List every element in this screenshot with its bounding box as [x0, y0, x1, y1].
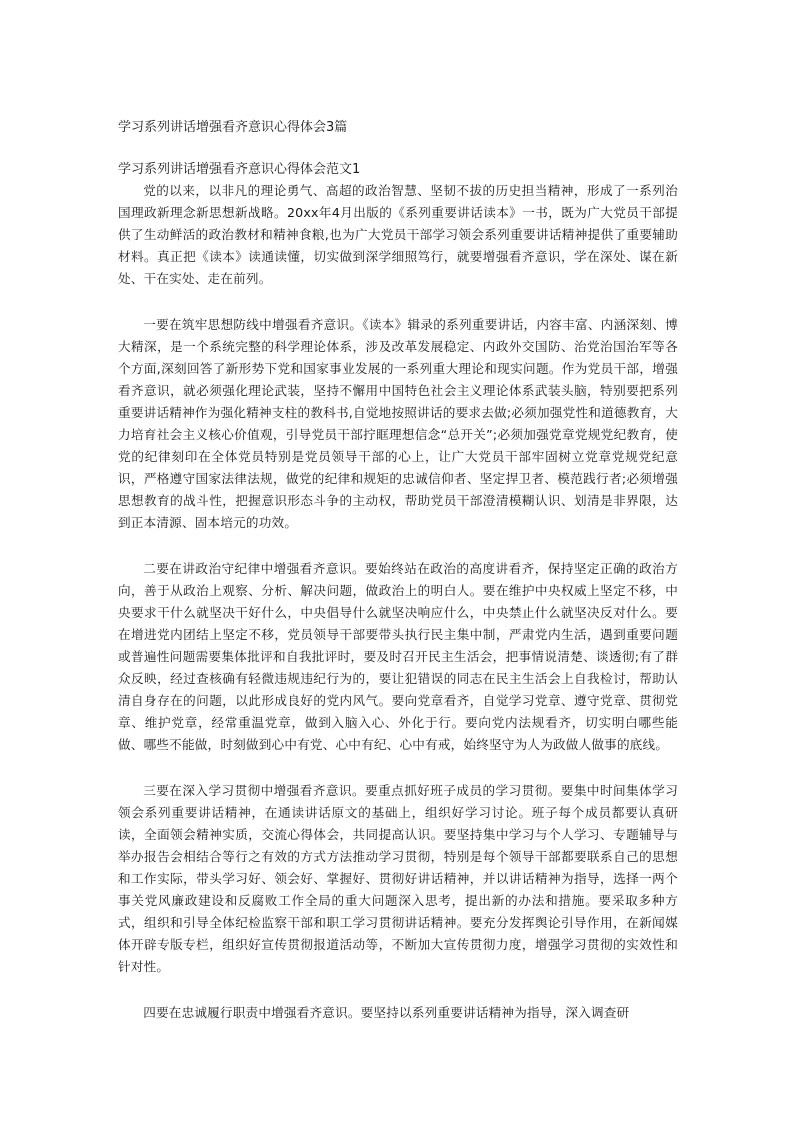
- document-page: [118, 118, 678, 1024]
- document-title: 学习系列讲话增强看齐意识心得体会3篇: [118, 120, 348, 135]
- section-title: 学习系列讲话增强看齐意识心得体会范文1: [118, 162, 361, 177]
- paragraph-2: 二要在讲政治守纪律中增强看齐意识。要始终站在政治的高度讲看齐，保持坚定正确的政治方向，善于从政治上观察、分析、解决问题，做政治上的明白人。要在维护中央权威上坚定不移，中央要求干什么就坚决干好什么，中央倡导什么就坚决响应什么，中央禁止什么就坚决反对什么。要在增进党内团结上坚定不移，党员领导干部要带头执行民主集中制，严肃党内生活，遇到重要问题或普遍性问题需要集体批评和自我批评时，要及时召开民主生活会，把事情说清楚、谈透彻;有了群众反映，经过查核确有轻微违规违纪行为的，要让犯错误的同志在民主生活会上自我检讨，帮助认清自身存在的问题，以此形成良好的党内风气。要向党章看齐，自觉学习党章、遵守党章、贯彻党章、维护党章，经常重温党章，做到入脑入心、外化于行。要向党内法规看齐，切实明白哪些能做、哪些不能做，时刻做到心中有党、心中有纪、心中有戒，始终坚守为人为政做人做事的底线。: [118, 561, 678, 752]
- paragraph-1: 一要在筑牢思想防线中增强看齐意识。《读本》辑录的系列重要讲话，内容丰富、内涵深刻、博大精深，是一个系统完整的科学理论体系，涉及改革发展稳定、内政外交国防、治党治国治军等各个方面,深刻回答了新形势下党和国家事业发展的一系列重大理论和现实问题。作为党员干部，增强看齐意识，就必须强化理论武装，坚持不懈用中国特色社会主义理论体系武装头脑，特别要把系列重要讲话精神作为强化精神支柱的教科书,自觉地按照讲话的要求去做;必须加强党性和道德教育，大力培育社会主义核心价值观，引导党员干部拧眶理想信念“总开关”;必须加强党章党规党纪教育，使党的纪律刻印在全体党员特别是党员领导干部的心上，让广大党员干部牢固树立党章党规党纪意识，严格遵守国家法律法规，做党的纪律和规矩的忠诚信仰者、坚定捍卫者、模范践行者;必须增强思想教育的战斗性，把握意识形态斗争的主动权，帮助党员干部澄清模糊认识、划清是非界限，达到正本清源、固本培元的功效。: [118, 317, 678, 530]
- paragraph-3: 三要在深入学习贯彻中增强看齐意识。要重点抓好班子成员的学习贯彻。要集中时间集体学习领会系列重要讲话精神，在通读讲话原文的基础上，组织好学习讨论。班子每个成员都要认真研读，全面领会精神实质，交流心得体会，共同提高认识。要坚持集中学习与个人学习、专题辅导与举办报告会相结合等行之有效的方式方法推动学习贯彻，特别是每个领导干部都要联系自己的思想和工作实际，带头学习好、领会好、掌握好、贯彻好讲话精神，并以讲话精神为指导，选择一两个事关党风廉政建设和反腐败工作全局的重大问题深入思考，提出新的办法和措施。要采取多种方式，组织和引导全体纪检监察干部和职工学习贯彻讲话精神。要充分发挥舆论引导作用，在新闻媒体开辟专版专栏，组织好宣传贯彻报道活动等，不断加大宣传贯彻力度，增强学习贯彻的实效性和针对性。: [118, 783, 678, 974]
- paragraph-intro: 党的以来，以非凡的理论勇气、高超的政治智慧、坚韧不拔的历史担当精神，形成了一系列治国理政新理念新思想新战略。20xx年4月出版的《系列重要讲话读本》一书，既为广大党员干部提供了生动鲜活的政治教材和精神食粮,也为广大党员干部学习领会系列重要讲话精神提供了重要辅助材料。真正把《读本》读通读懂，切实做到深学细照笃行，就要增强看齐意识，学在深处、谋在新处、干在实处、走在前列。: [118, 183, 678, 286]
- paragraph-4: 四要在忠诚履行职责中增强看齐意识。要坚持以系列重要讲话精神为指导，深入调查研: [143, 1005, 630, 1020]
